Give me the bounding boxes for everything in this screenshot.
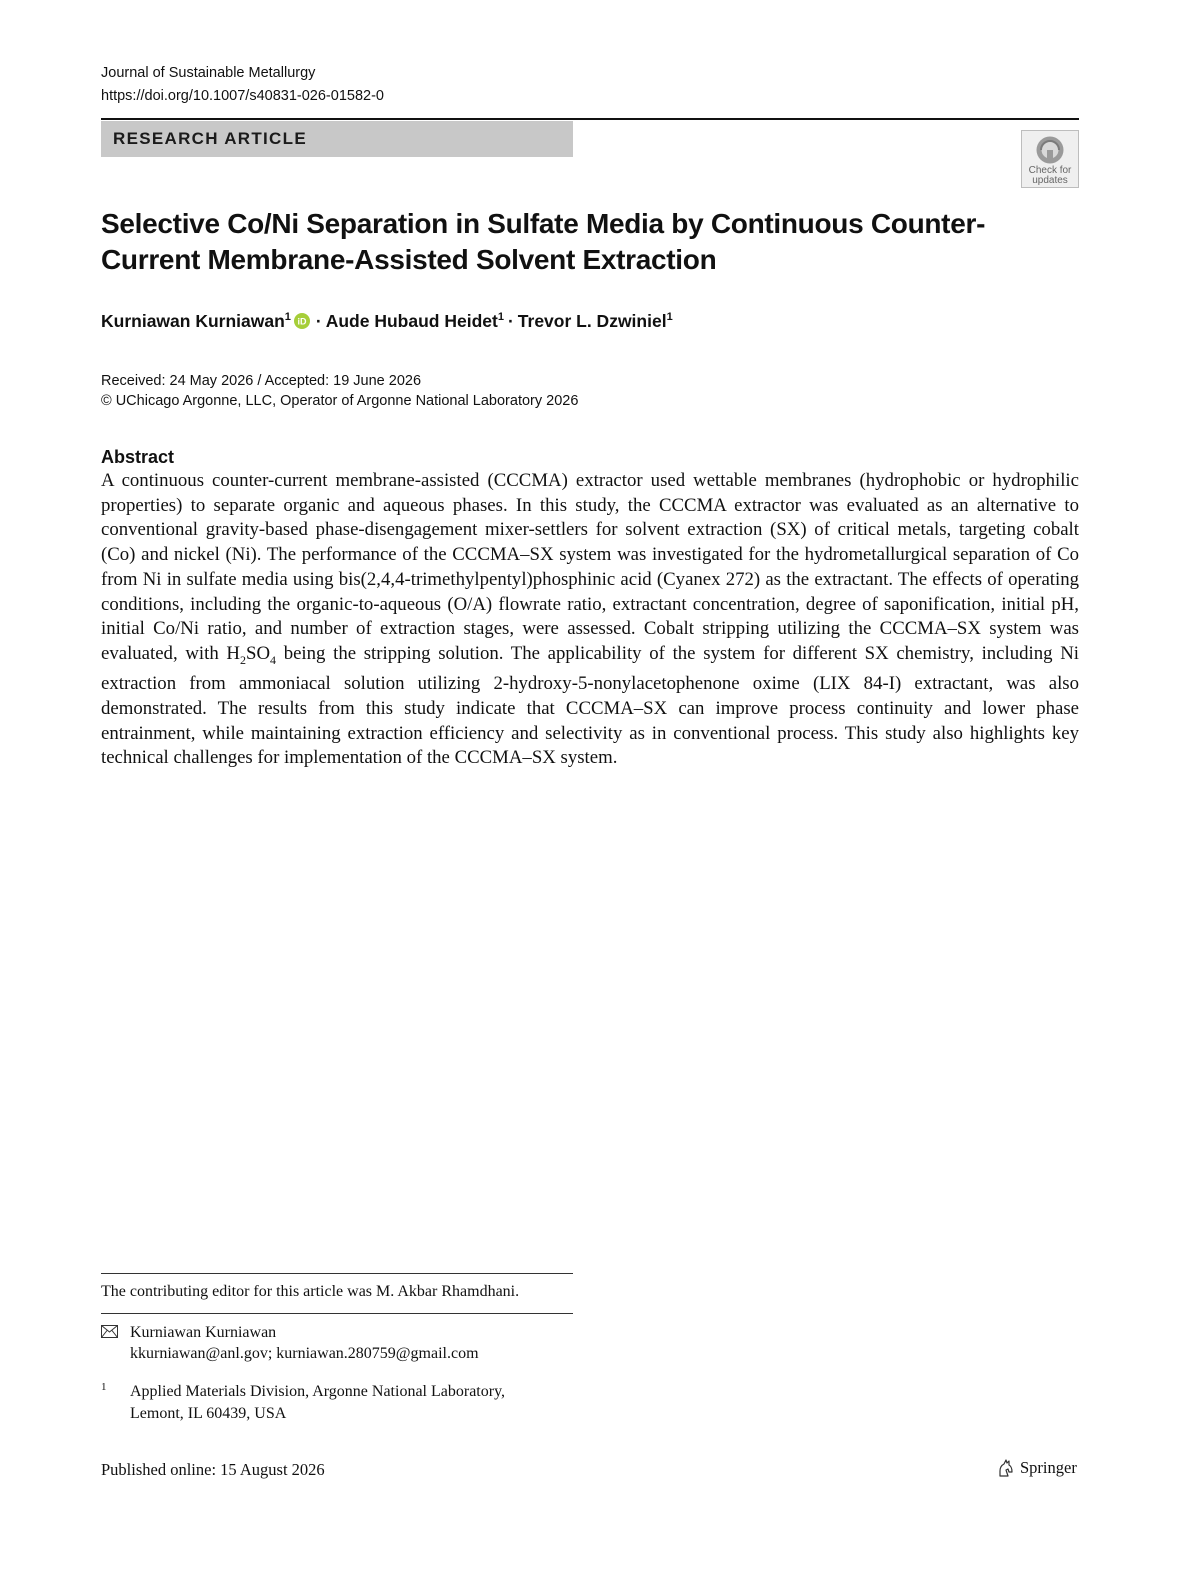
- affiliation-line: Lemont, IL 60439, USA: [130, 1405, 287, 1422]
- publisher-name: Springer: [1020, 1458, 1077, 1477]
- orcid-icon[interactable]: [294, 313, 310, 329]
- author-separator: ·: [315, 311, 322, 331]
- published-date: Published online: 15 August 2026: [101, 1460, 325, 1479]
- corresponding-author-email[interactable]: kkurniawan@anl.gov; kurniawan.280759@gmail.com: [130, 1345, 479, 1362]
- header-rule: [101, 118, 1079, 120]
- author-separator: ·: [507, 311, 514, 331]
- article-type: RESEARCH ARTICLE: [113, 129, 307, 148]
- copyright-line: © UChicago Argonne, LLC, Operator of Argonne National Laboratory 2026: [101, 393, 579, 409]
- editor-note: The contributing editor for this article was M. Akbar Rhamdhani.: [101, 1283, 520, 1300]
- doi-link[interactable]: https://doi.org/10.1007/s40831-026-01582-0: [101, 88, 384, 104]
- affiliation-number: 1: [101, 1381, 107, 1393]
- crossmark-label-line1: Check for: [1028, 165, 1072, 176]
- svg-text:iD: iD: [297, 316, 307, 327]
- corresponding-author-name: Kurniawan Kurniawan: [130, 1324, 277, 1341]
- article-title: Selective Co/Ni Separation in Sulfate Media by Continuous Counter-Current Membrane-Assisted Solvent Extraction: [101, 208, 986, 275]
- author-name[interactable]: Aude Hubaud Heidet: [325, 311, 498, 331]
- mail-icon: [101, 1325, 118, 1338]
- publisher-logo[interactable]: [996, 1458, 1077, 1478]
- abstract-text-part1: A continuous counter-current membrane-assisted (CCCMA) extractor used wettable membranes (hydrophobic or hydrophilic properties) to separate organic and aqueous phases. In this study, the CCCMA extractor was evaluated as an alternative to conventional gravity-based phase-disengagement mixer-settlers for solvent extraction (SX) of critical metals, targeting cobalt (Co) and nickel (Ni). The performance of the CCCMA–SX system was investigated for the hydrometallurgical separation of Co from Ni in sulfate media using bis(2,4,4-trimethylpentyl)phosphinic acid (Cyanex 272) as the extractant. The effects of operating conditions, including the organic-to-aqueous (O/A) flowrate ratio, extractant concentration, degree of saponification, initial pH, initial Co/Ni ratio, and number of extraction stages, were assessed. Cobalt stripping utilizing the CCCMA–SX system was evaluated, with: [101, 470, 1079, 664]
- abstract-text-part2: being the stripping solution. The applicability of the system for different SX chemistry, including Ni extraction from ammoniacal solution utilizing 2-hydroxy-5-nonylacetophenone oxime (LIX 84-I) extractant, was also demonstrated. The results from this study indicate that CCCMA–SX can improve process continuity and lower phase entrainment, while maintaining extraction efficiency and selectivity as in conventional process. This study also highlights key technical challenges for implementation of the CCCMA–SX system.: [101, 642, 1079, 769]
- journal-name: Journal of Sustainable Metallurgy: [101, 65, 316, 81]
- affiliation-mark: 1: [666, 311, 673, 324]
- footnote-rule-bottom: [101, 1313, 573, 1314]
- abstract-heading: Abstract: [101, 447, 175, 467]
- crossmark-badge[interactable]: [1021, 130, 1079, 188]
- crossmark-icon: [1035, 135, 1065, 165]
- author-name[interactable]: Kurniawan Kurniawan: [101, 311, 285, 331]
- author-name[interactable]: Trevor L. Dzwiniel: [517, 311, 667, 331]
- formula-so: SO: [246, 642, 271, 664]
- formula-subscript: 2: [240, 652, 246, 667]
- formula-subscript: 4: [270, 652, 277, 667]
- abstract-text: [101, 469, 1079, 771]
- article-type-band: [101, 121, 573, 157]
- affiliation-line: Applied Materials Division, Argonne National Laboratory,: [130, 1383, 506, 1400]
- footnote-rule-top: [101, 1273, 573, 1274]
- affiliation-mark: 1: [497, 311, 504, 324]
- crossmark-label-line2: updates: [1032, 175, 1068, 186]
- springer-horse-icon: [996, 1458, 1016, 1478]
- author-list: [101, 311, 673, 332]
- dates-line: Received: 24 May 2026 / Accepted: 19 June 2026: [101, 373, 422, 389]
- affiliation-mark: 1: [284, 311, 291, 324]
- formula-h: H: [226, 642, 240, 664]
